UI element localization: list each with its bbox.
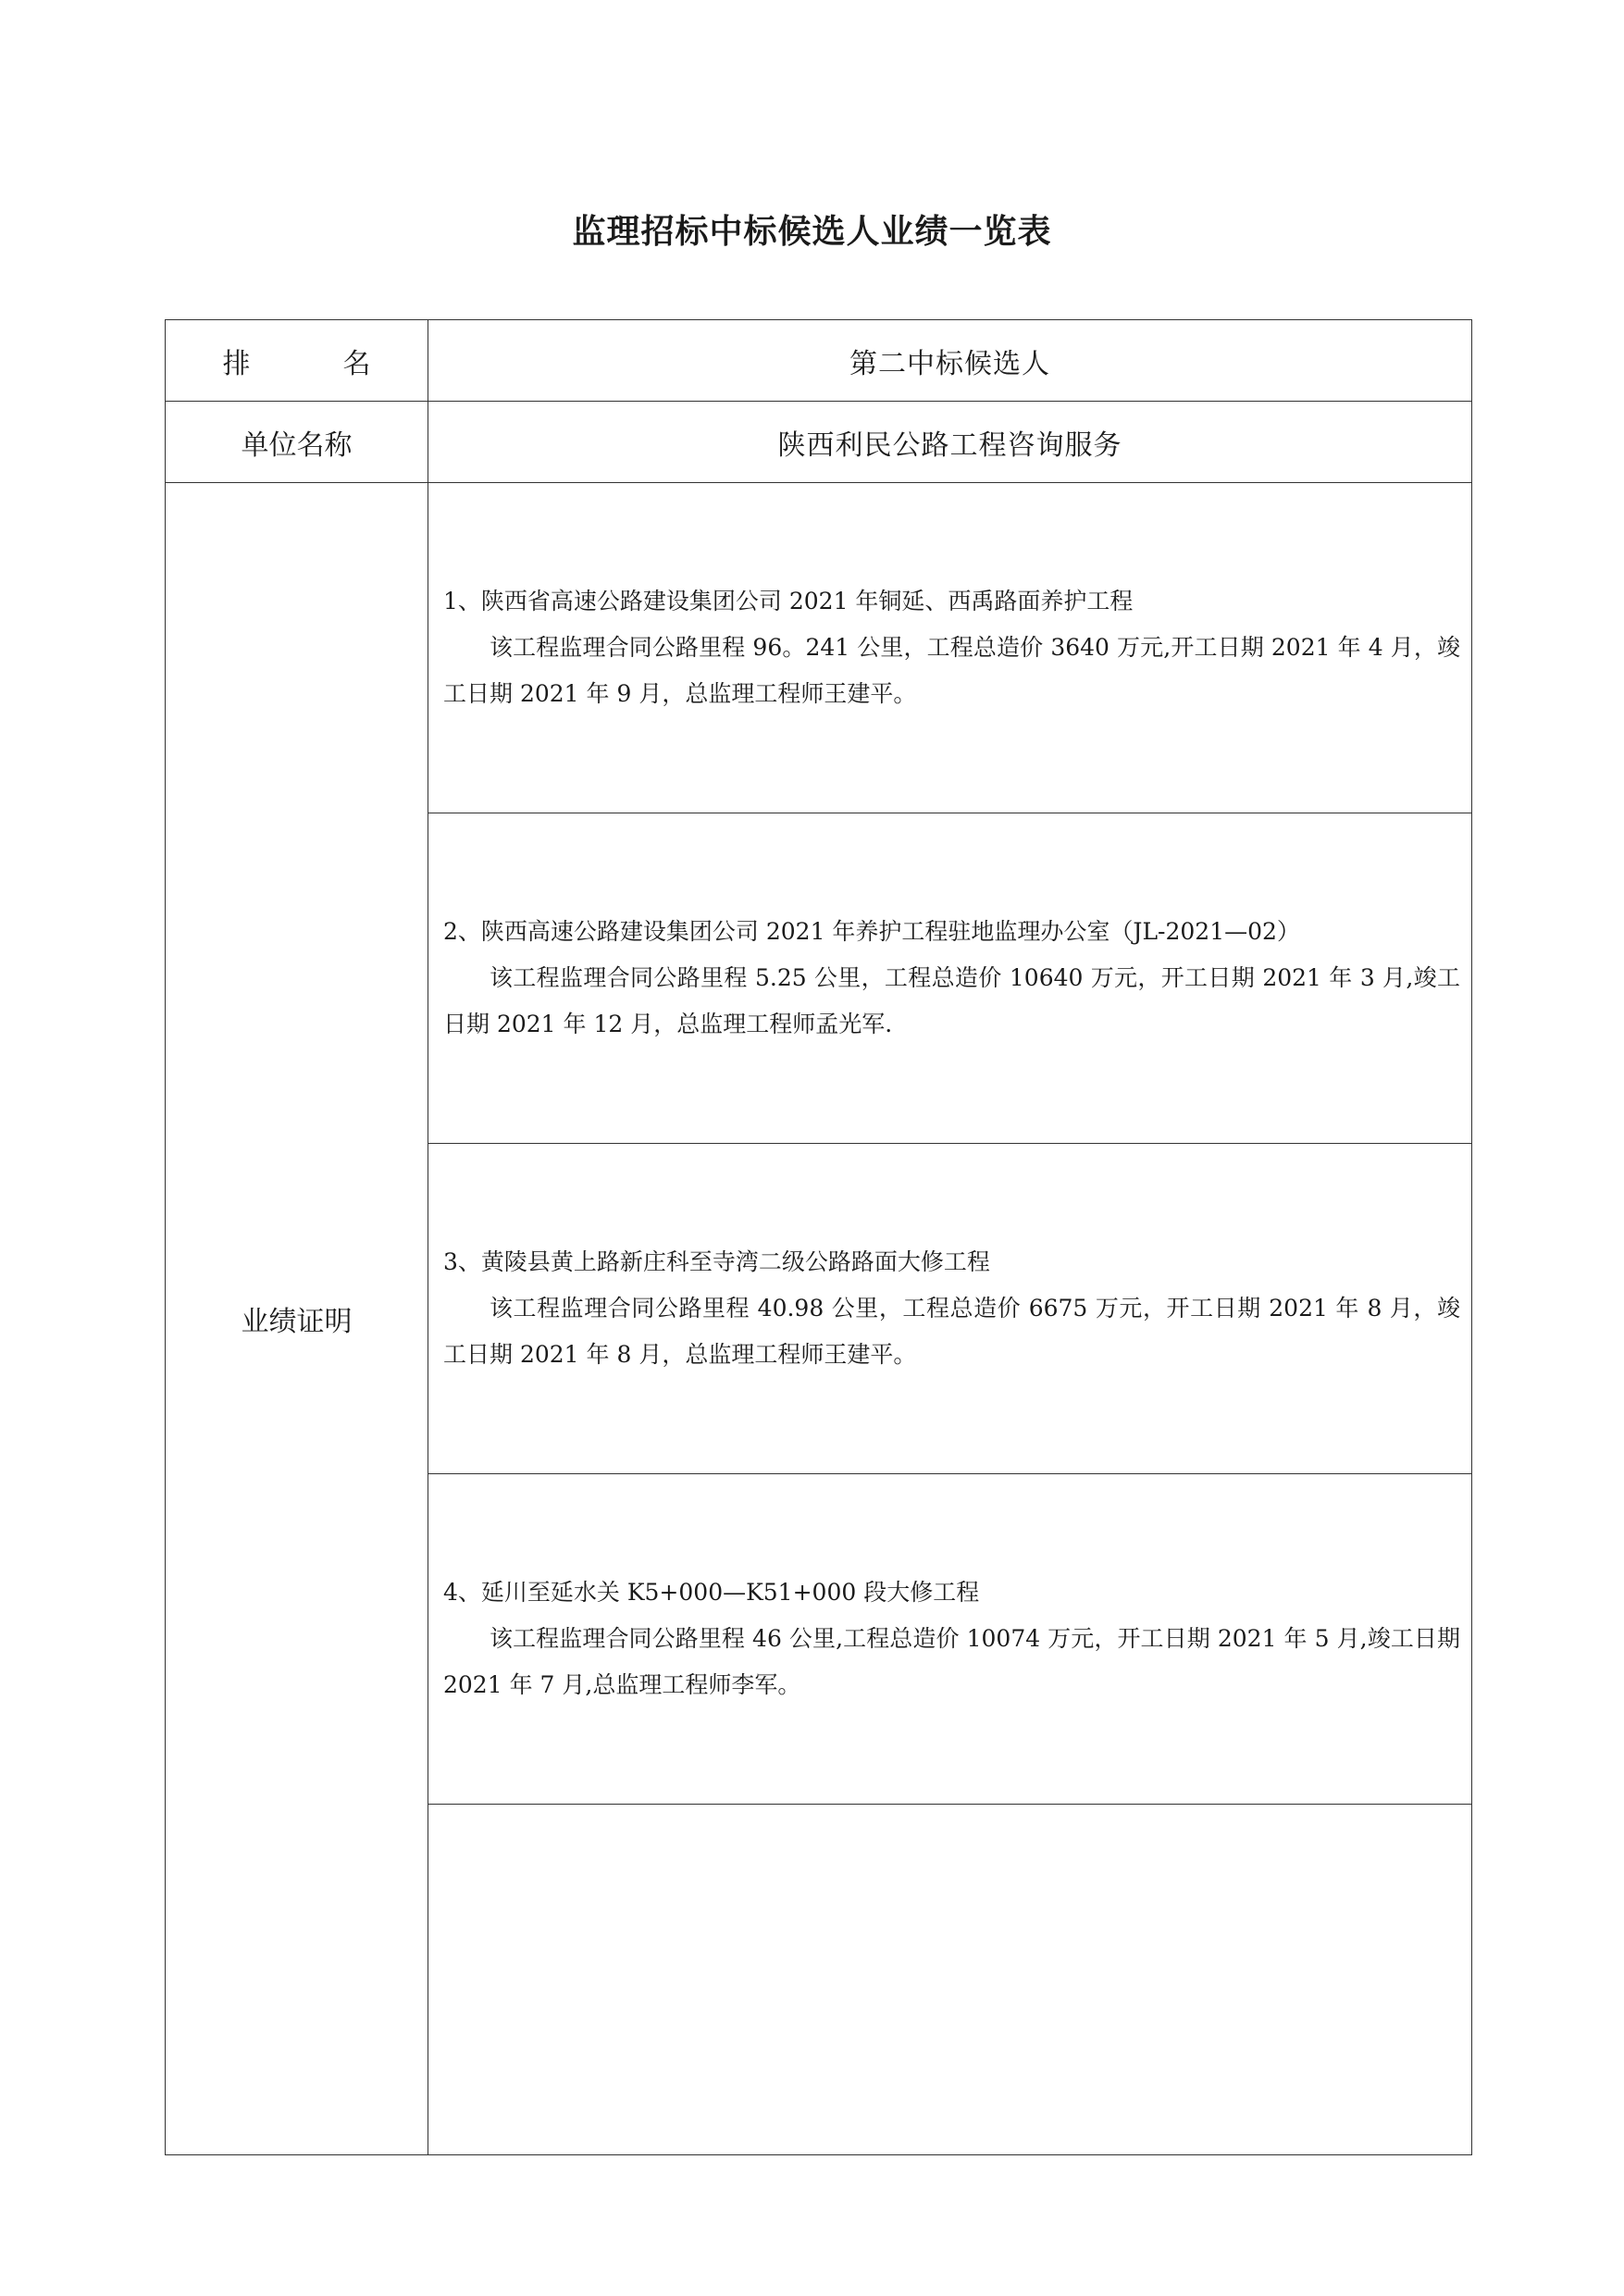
rank-row [166,320,1472,402]
rank-value: 第二中标候选人 [428,320,1472,402]
rank-label-right: 名 [342,347,371,380]
unit-row [166,402,1472,483]
performance-item-3 [428,1144,1472,1474]
performance-item-4 [428,1474,1472,1805]
unit-label: 单位名称 [166,402,428,483]
performance-item-desc: 该工程监理合同公路里程 96。241 公里，工程总造价 3640 万元,开工日期 2021 年 4 月，竣工日期 2021 年 9 月，总监理工程师王建平。 [443,634,1460,707]
performance-item-title: 1、陕西省高速公路建设集团公司 2021 年铜延、西禹路面养护工程 [443,588,1134,614]
performance-item-desc: 该工程监理合同公路里程 5.25 公里，工程总造价 10640 万元，开工日期 2021 年 3 月,竣工日期 2021 年 12 月，总监理工程师孟光军. [443,964,1460,1037]
empty-cell [428,1805,1472,2155]
candidate-performance-table [165,319,1472,2155]
performance-label: 业绩证明 [166,483,428,2155]
performance-item-title: 4、延川至延水关 K5+000—K51+000 段大修工程 [443,1579,980,1606]
performance-item-2 [428,813,1472,1144]
performance-item-desc: 该工程监理合同公路里程 46 公里,工程总造价 10074 万元，开工日期 2021 年 5 月,竣工日期 2021 年 7 月,总监理工程师李军。 [443,1625,1460,1698]
rank-label-left: 排 [222,347,251,380]
unit-value: 陕西利民公路工程咨询服务 [428,402,1472,483]
rank-label-cell [166,320,428,402]
performance-item-1 [428,483,1472,813]
performance-item-desc: 该工程监理合同公路里程 40.98 公里，工程总造价 6675 万元，开工日期 2021 年 8 月，竣工日期 2021 年 8 月，总监理工程师王建平。 [443,1295,1460,1368]
document-title: 监理招标中标候选人业绩一览表 [572,212,1052,251]
performance-row [166,483,1472,813]
performance-item-title: 3、黄陵县黄上路新庄科至寺湾二级公路路面大修工程 [443,1248,990,1275]
performance-item-title: 2、陕西高速公路建设集团公司 2021 年养护工程驻地监理办公室（JL-2021—02） [443,918,1300,945]
